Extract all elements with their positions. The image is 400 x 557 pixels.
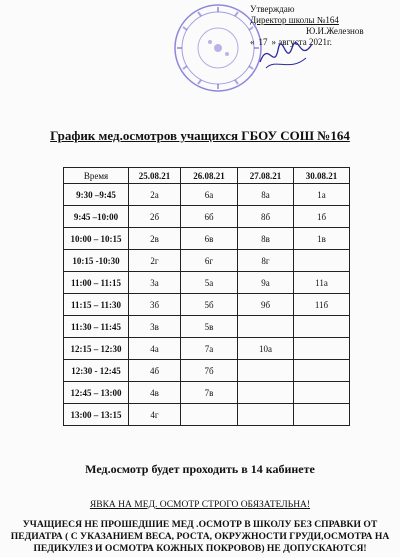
class-cell: 10а [238,338,294,360]
class-cell: 8г [238,250,294,272]
class-cell: 4г [129,404,181,426]
header-date: 30.08.21 [294,168,350,184]
class-cell: 1б [294,206,350,228]
approval-name-line: Ю.И.Железнов [306,26,364,36]
approval-date-open: « [250,37,255,47]
page-title: График мед.осмотров учащихся ГБОУ СОШ №164 [50,128,350,143]
table-row [64,360,350,382]
class-cell: 4в [129,382,181,404]
time-cell: 12:30 - 12:45 [64,360,129,382]
time-cell: 11:30 – 11:45 [64,316,129,338]
class-cell [294,404,350,426]
class-cell [294,382,350,404]
class-cell: 7в [181,382,238,404]
class-cell: 7б [181,360,238,382]
class-cell: 6г [181,250,238,272]
approval-heading: Утверждаю [250,4,295,14]
schedule-table [63,167,350,426]
table-row [64,316,350,338]
time-cell: 13:00 – 13:15 [64,404,129,426]
time-cell: 11:15 – 11:30 [64,294,129,316]
time-cell: 12:15 – 12:30 [64,338,129,360]
mandatory-note: ЯВКА НА МЕД. ОСМОТР СТРОГО ОБЯЗАТЕЛЬНА! [89,500,311,510]
class-cell [294,250,350,272]
table-row [64,404,350,426]
class-cell [238,316,294,338]
class-cell: 1а [294,184,350,206]
approval-date-day: 17 [258,37,268,47]
table-row [64,184,350,206]
warning-note: УЧАЩИЕСЯ НЕ ПРОШЕДШИЕ МЕД .ОСМОТР В ШКОЛУ БЕЗ СПРАВКИ ОТ ПЕДИАТРА ( С УКАЗАНИЕМ ВЕСА, РОСТА, ОКРУЖНОСТИ ГРУДИ,ОСМОТРА НА ПЕДИКУЛЕЗ И ОСМОТРА КОЖНЫХ ПОКРОВОВ) НЕ ДОПУСКАЮТСЯ! [10,519,390,554]
class-cell [238,382,294,404]
class-cell [294,316,350,338]
time-cell: 10:00 – 10:15 [64,228,129,250]
class-cell: 5б [181,294,238,316]
class-cell: 2в [129,228,181,250]
class-cell: 3а [129,272,181,294]
table-row [64,228,350,250]
class-cell: 5а [181,272,238,294]
class-cell: 3б [129,294,181,316]
class-cell: 8б [238,206,294,228]
class-cell: 9б [238,294,294,316]
table-header-row [64,168,350,184]
class-cell: 2а [129,184,181,206]
class-cell: 4б [129,360,181,382]
table-row [64,294,350,316]
class-cell: 8в [238,228,294,250]
header-date: 26.08.21 [181,168,238,184]
header-date: 25.08.21 [129,168,181,184]
class-cell: 9а [238,272,294,294]
table-row [64,206,350,228]
class-cell: 4а [129,338,181,360]
class-cell [238,404,294,426]
class-cell: 2б [129,206,181,228]
class-cell [294,338,350,360]
class-cell: 11б [294,294,350,316]
class-cell: 7а [181,338,238,360]
time-cell: 9:45 –10:00 [64,206,129,228]
class-cell [181,404,238,426]
table-row [64,338,350,360]
director-signature [256,36,316,76]
room-note: Мед.осмотр будет проходить в 14 кабинете [85,462,315,476]
class-cell [238,360,294,382]
table-row [64,382,350,404]
header-time: Время [64,168,129,184]
class-cell: 3в [129,316,181,338]
class-cell: 11а [294,272,350,294]
time-cell: 11:00 – 11:15 [64,272,129,294]
class-cell [294,360,350,382]
class-cell: 6б [181,206,238,228]
time-cell: 12:45 – 13:00 [64,382,129,404]
time-cell: 10:15 -10:30 [64,250,129,272]
table-row [64,250,350,272]
class-cell: 1в [294,228,350,250]
approval-director: Директор школы №164 [250,15,339,25]
approval-date-rest: » августа 2021г. [271,37,332,47]
class-cell: 6в [181,228,238,250]
class-cell: 6а [181,184,238,206]
header-date: 27.08.21 [238,168,294,184]
class-cell: 2г [129,250,181,272]
schedule-body [64,184,350,426]
class-cell: 8а [238,184,294,206]
class-cell: 5в [181,316,238,338]
table-row [64,272,350,294]
time-cell: 9:30 –9:45 [64,184,129,206]
